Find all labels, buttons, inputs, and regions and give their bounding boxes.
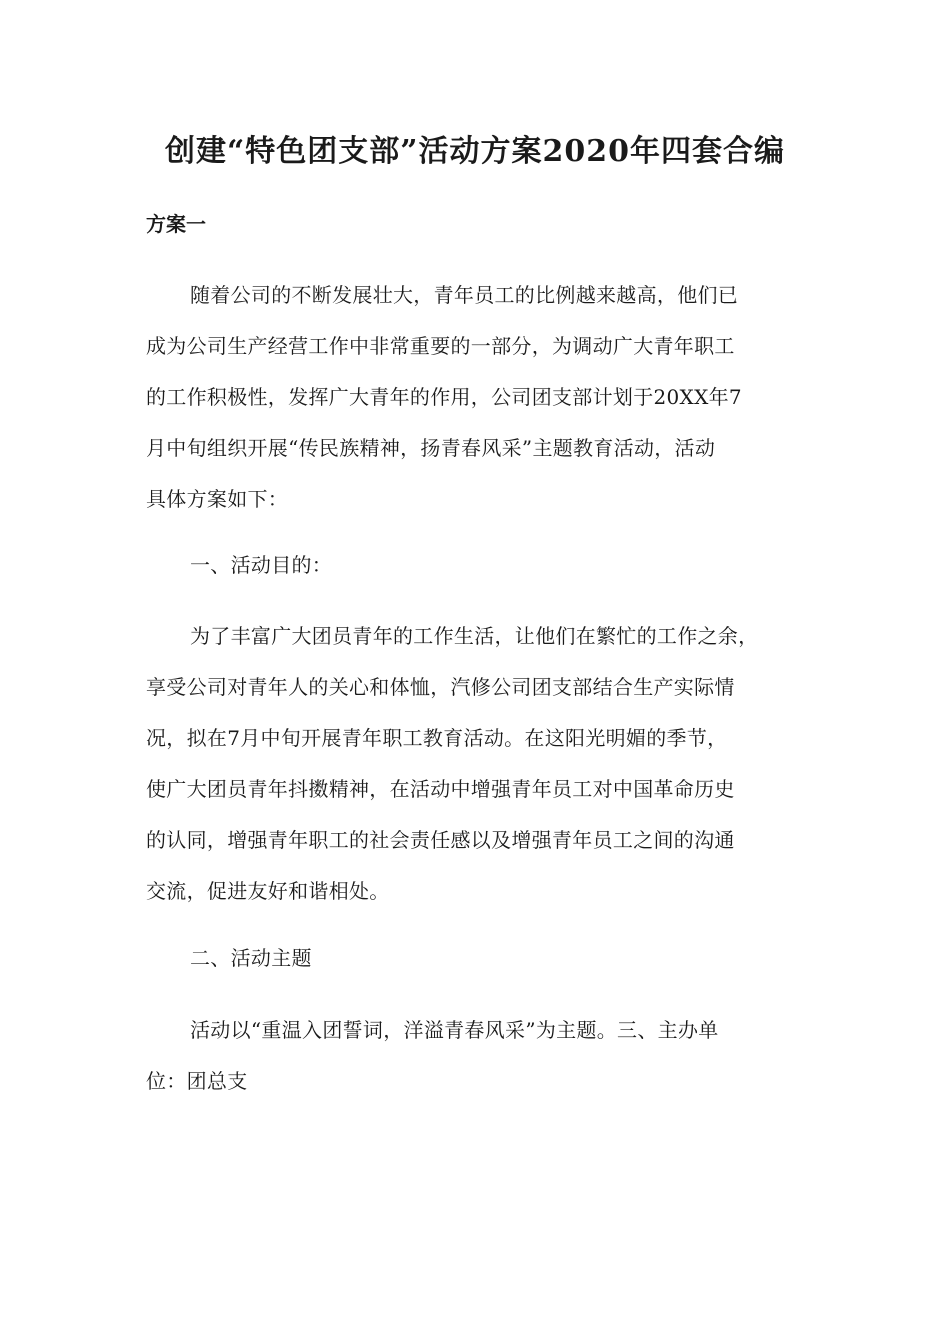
page-title: 创建“特色团支部”活动方案2020年四套合编 [164,134,785,169]
paragraph-line: 活动以“重温入团誓词，洋溢青春风采”为主题。三、主办单 [190,1018,719,1042]
paragraph-line: 成为公司生产经营工作中非常重要的一部分，为调动广大青年职工 [146,334,735,358]
paragraph-line: 使广大团员青年抖擞精神，在活动中增强青年员工对中国革命历史 [146,777,735,801]
subheading-theme [146,933,806,984]
paragraph-line: 享受公司对青年人的关心和体恤，汽修公司团支部结合生产实际情 [146,675,735,699]
subheading-text: 一、活动目的： [190,553,333,577]
paragraph-purpose [146,611,806,917]
paragraph-line: 随着公司的不断发展壮大，青年员工的比例越来越高，他们已 [190,283,739,307]
paragraph-line: 交流，促进友好和谐相处。 [146,879,390,903]
paragraph-line: 月中旬组织开展“传民族精神，扬青春风采”主题教育活动，活动 [146,436,716,460]
paragraph-line: 况，拟在7月中旬开展青年职工教育活动。在这阳光明媚的季节， [146,726,728,750]
paragraph-line: 具体方案如下： [146,487,289,511]
paragraph-line: 的工作积极性，发挥广大青年的作用，公司团支部计划于20XX年7 [146,385,742,409]
paragraph-theme [146,1005,806,1107]
paragraph-line: 的认同，增强青年职工的社会责任感以及增强青年员工之间的沟通 [146,828,735,852]
subheading-purpose [146,540,806,591]
paragraph-intro [146,270,806,525]
paragraph-line: 为了丰富广大团员青年的工作生活，让他们在繁忙的工作之余， [190,624,759,648]
section-label: 方案一 [146,212,206,236]
paragraph-line: 位：团总支 [146,1069,248,1093]
subheading-text: 二、活动主题 [190,946,312,970]
